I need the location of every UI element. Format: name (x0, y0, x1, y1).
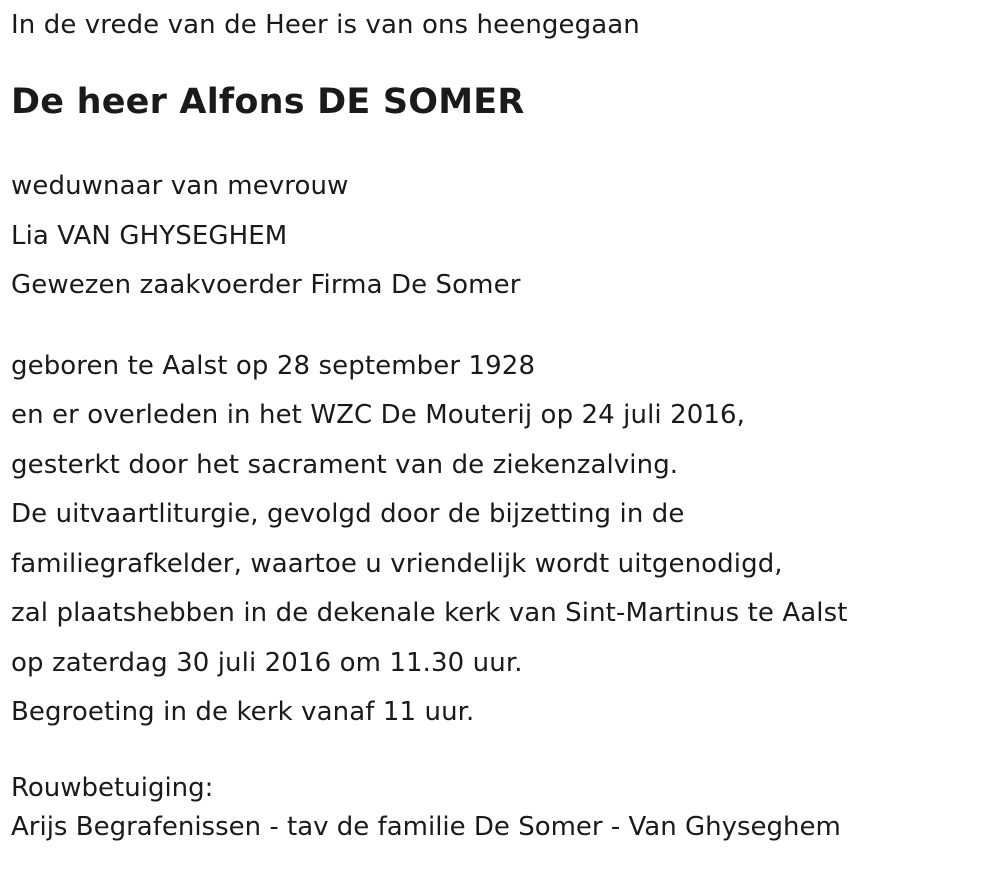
relation-line: Gewezen zaakvoerder Firma De Somer (11, 270, 521, 300)
detail-line: De uitvaartliturgie, gevolgd door de bijzetting in de (11, 499, 685, 529)
relations-block (11, 162, 991, 311)
detail-line: geboren te Aalst op 28 september 1928 (11, 350, 536, 381)
relation-line: Lia VAN GHYSEGHEM (11, 220, 288, 251)
obituary-notice (11, 0, 991, 847)
detail-line: familiegrafkelder, waartoe u vriendelijk wordt uitgenodigd, (11, 548, 783, 579)
relation-line: weduwnaar van mevrouw (11, 171, 349, 201)
spacer (11, 738, 991, 769)
details-block (11, 342, 991, 738)
intro-text: In de vrede van de Heer is van ons heengegaan (11, 10, 640, 40)
spacer (11, 311, 991, 342)
condolences-block (11, 769, 991, 847)
detail-line: gesterkt door het sacrament van de ziekenzalving. (11, 449, 679, 480)
deceased-name: De heer Alfons DE SOMER (11, 82, 525, 122)
detail-line: zal plaatshebben in de dekenale kerk van Sint-Martinus te Aalst (11, 598, 848, 628)
condolences-address: Arijs Begrafenissen - tav de familie De Somer - Van Ghyseghem (11, 811, 841, 842)
condolences-label: Rouwbetuiging: (11, 772, 214, 803)
detail-line: Begroeting in de kerk vanaf 11 uur. (11, 697, 475, 727)
detail-line: en er overleden in het WZC De Mouterij op 24 juli 2016, (11, 400, 746, 430)
detail-line: op zaterdag 30 juli 2016 om 11.30 uur. (11, 647, 523, 678)
